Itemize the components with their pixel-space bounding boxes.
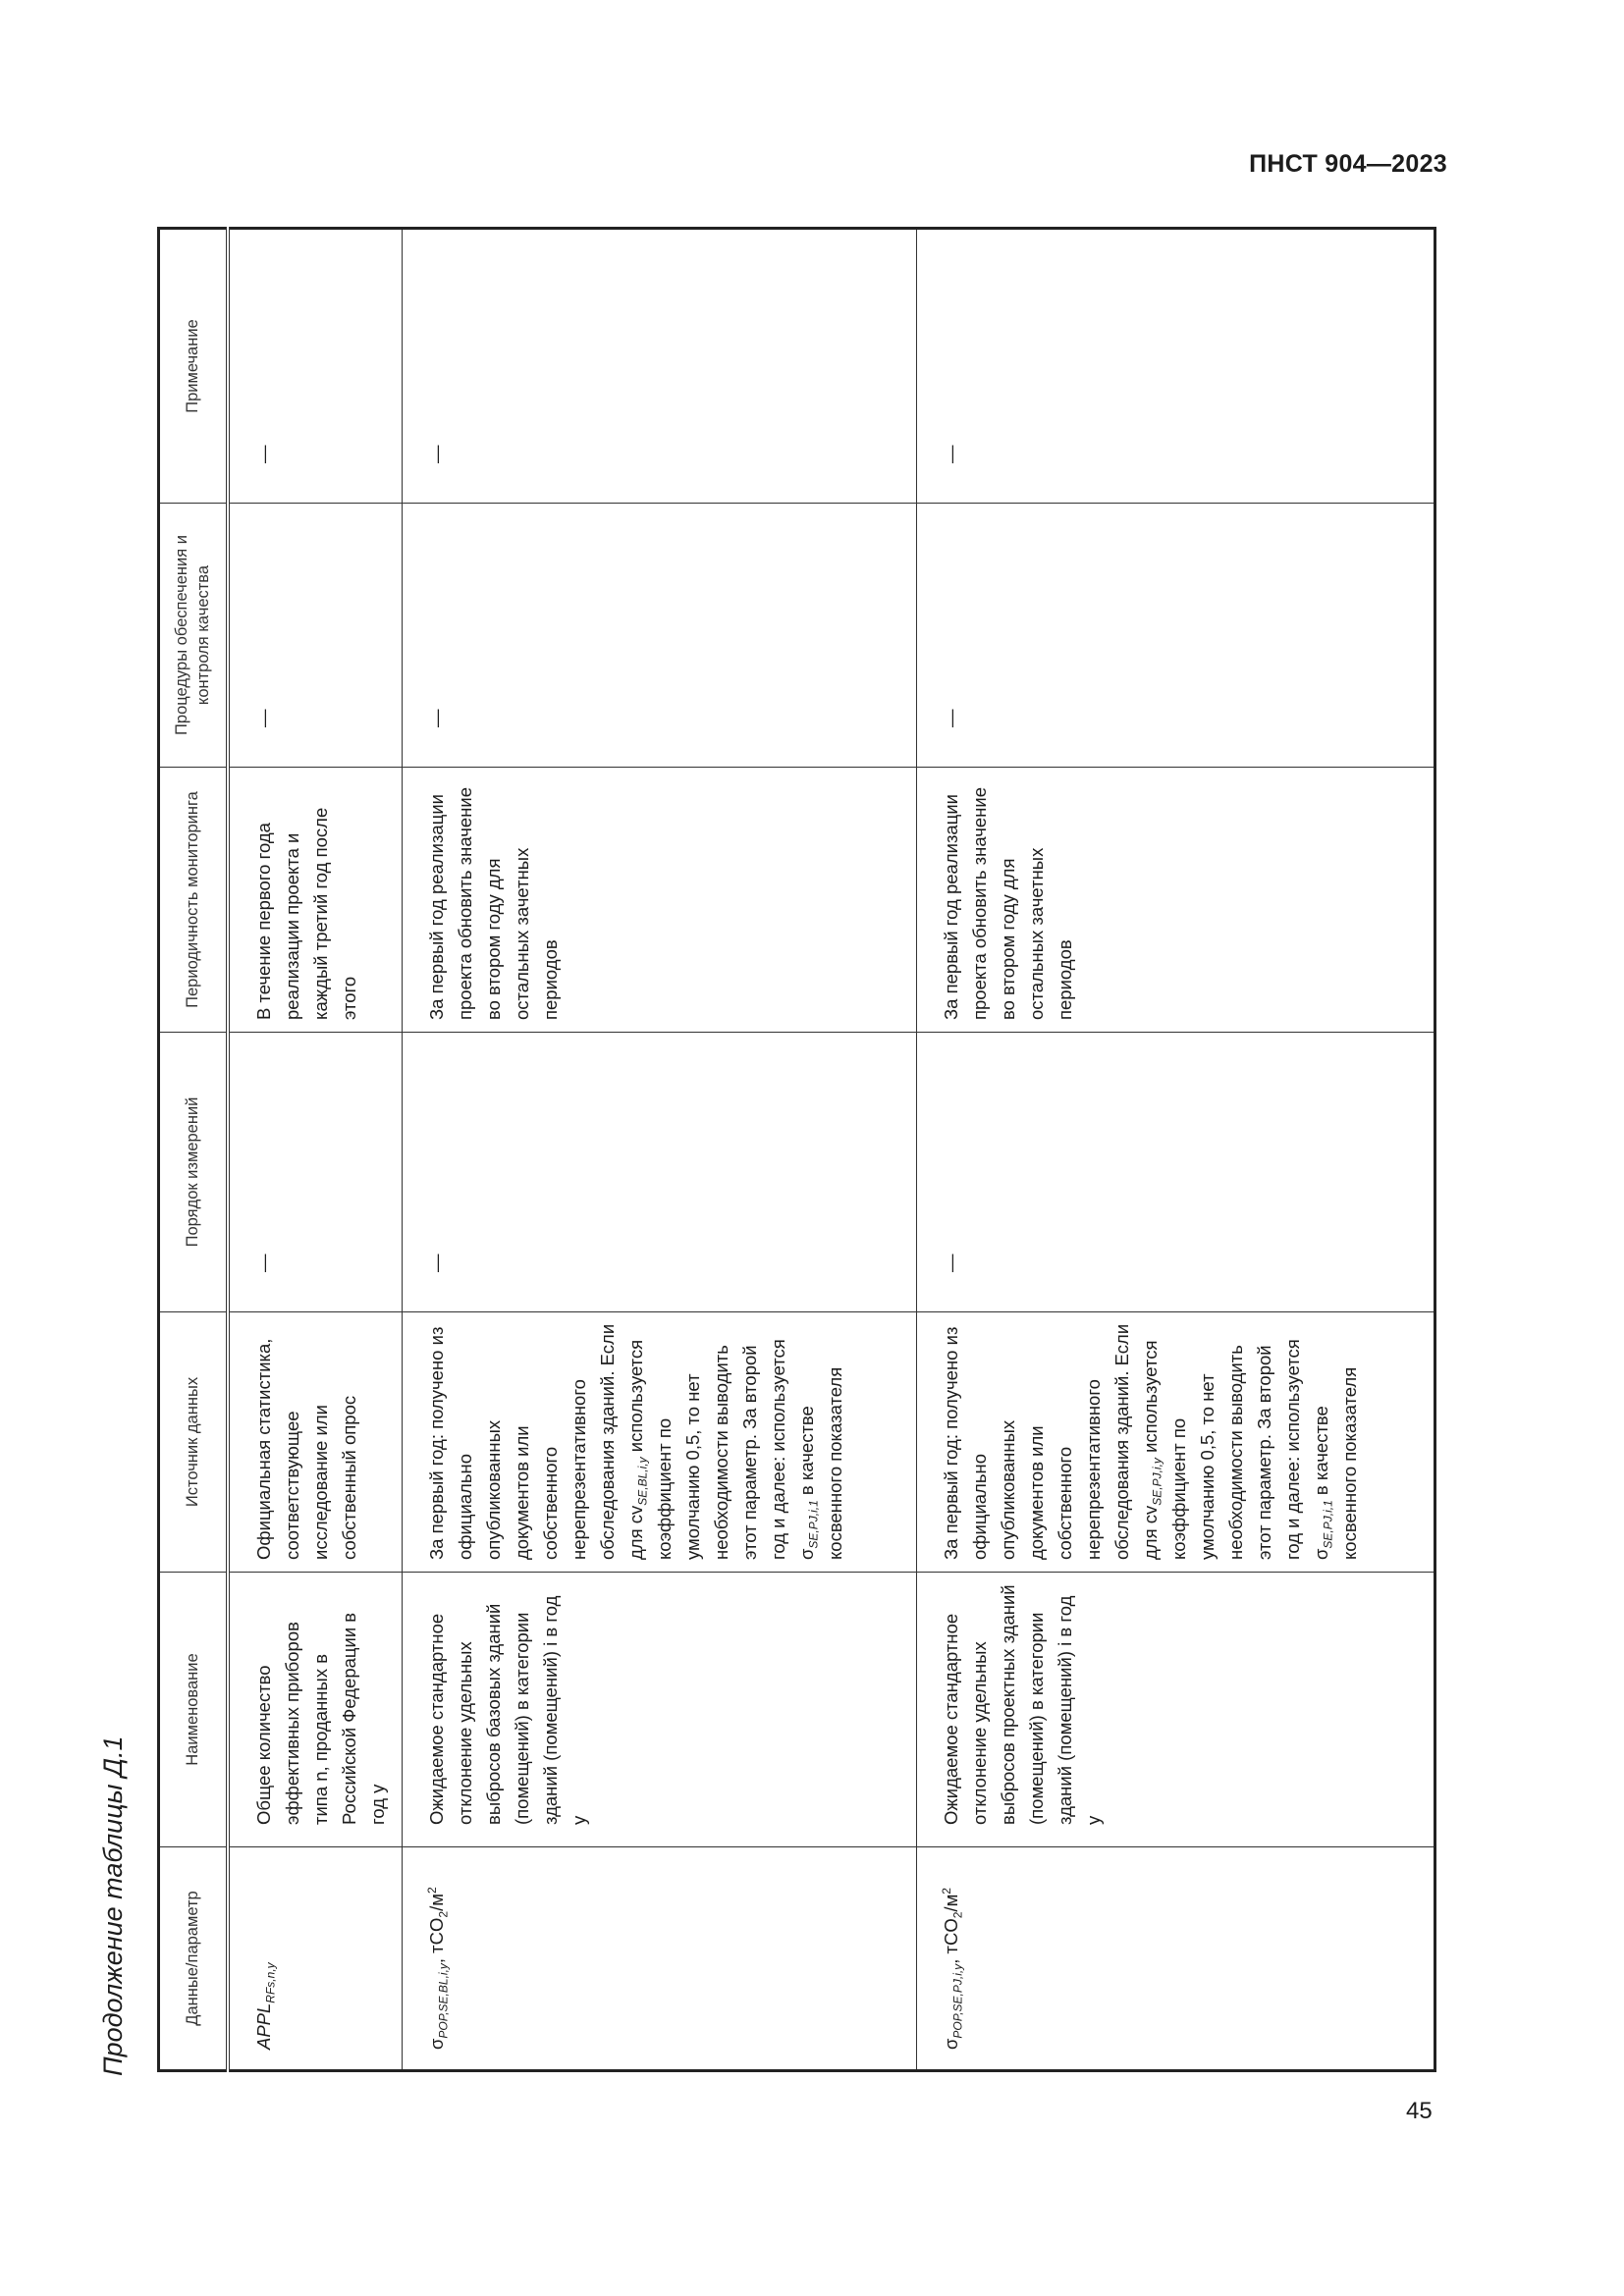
frequency-cell: За первый год реализации проекта обновить значение во втором году для остальных зачетных периодов bbox=[917, 768, 1435, 1033]
page-number: 45 bbox=[1406, 2098, 1433, 2124]
source-main: За первый год: получено из официально опубликованных документов или собственного нерепрезентативного обследования зданий. bbox=[426, 1326, 618, 1560]
document-code: ПНСТ 904—2023 bbox=[1249, 150, 1447, 178]
note-cell bbox=[917, 229, 1435, 504]
qaqc-cell bbox=[917, 504, 1435, 768]
col-header-qaqc: Процедуры обеспечения и контроля качества bbox=[159, 504, 228, 768]
col-header-measurement: Порядок измерений bbox=[159, 1033, 228, 1312]
monitoring-table bbox=[157, 227, 1436, 2072]
dash: — bbox=[941, 445, 961, 463]
param-symbol: σ bbox=[941, 2038, 961, 2050]
param-units: тCO bbox=[426, 1917, 447, 1953]
param-units-tail: /м bbox=[426, 1894, 447, 1911]
frequency-cell: В течение первого года реализации проекта и каждый третий год после этого bbox=[228, 768, 403, 1033]
param-cell bbox=[228, 1847, 403, 2071]
qaqc-cell bbox=[403, 504, 917, 768]
col-header-source: Источник данных bbox=[159, 1312, 228, 1573]
source-cv-tail: используется коэффициент по умолчанию 0,5, то нет необходимости выводить этот параметр. За второй год и далее: используется σ bbox=[1140, 1339, 1331, 1560]
dash: — bbox=[252, 709, 274, 727]
name-cell: Общее количество эффективных приборов типа n, проданных в Российской Федерации в год y bbox=[228, 1573, 403, 1847]
dash: — bbox=[252, 1254, 274, 1272]
source-sigma-sub: SE,PJ,i,1 bbox=[806, 1500, 821, 1549]
source-cv-sub: SE,PJ,i,y bbox=[1150, 1458, 1164, 1506]
source-cell bbox=[403, 1312, 917, 1573]
table-row bbox=[917, 229, 1435, 2071]
param-subscript: RFs,n,y bbox=[263, 1962, 278, 2003]
param-units-prefix: , bbox=[941, 1953, 961, 1964]
note-cell bbox=[228, 229, 403, 504]
source-tail: в качестве косвенного показателя bbox=[1311, 1366, 1360, 1560]
table-row bbox=[403, 229, 917, 2071]
source-cv-tail: используется коэффициент по умолчанию 0,5, то нет необходимости выводить этот параметр. За второй год и далее: используется σ bbox=[625, 1339, 817, 1560]
source-cell: Официальная статистика, соответствующее исследование или собственный опрос bbox=[228, 1312, 403, 1573]
name-cell: Ожидаемое стандартное отклонение удельных выбросов проектных зданий (помещений) в категории зданий (помещений) i в год y bbox=[917, 1573, 1435, 1847]
qaqc-cell bbox=[228, 504, 403, 768]
param-units-tail: /м bbox=[941, 1894, 961, 1912]
measurement-cell bbox=[403, 1033, 917, 1312]
dash: — bbox=[252, 445, 274, 463]
dash: — bbox=[426, 445, 447, 463]
param-units-sup: 2 bbox=[424, 1887, 439, 1895]
dash: — bbox=[426, 1254, 447, 1272]
param-subscript: POP,SE,BL,i,y bbox=[436, 1963, 451, 2039]
source-cv-sub: SE,BL,i,y bbox=[635, 1457, 650, 1506]
table-header-row bbox=[159, 229, 228, 2071]
dash: — bbox=[941, 709, 961, 727]
frequency-cell: За первый год реализации проекта обновить значение во втором году для остальных зачетных периодов bbox=[403, 768, 917, 1033]
param-symbol: σ bbox=[426, 2038, 447, 2050]
param-units-prefix: , bbox=[426, 1952, 447, 1964]
dash: — bbox=[426, 709, 447, 727]
col-header-note: Примечание bbox=[159, 229, 228, 504]
source-tail: в качестве косвенного показателя bbox=[796, 1366, 845, 1560]
dash: — bbox=[941, 1254, 961, 1272]
measurement-cell bbox=[917, 1033, 1435, 1312]
note-cell bbox=[403, 229, 917, 504]
rotated-table-wrapper bbox=[157, 230, 1434, 2072]
col-header-name: Наименование bbox=[159, 1573, 228, 1847]
table-caption: Продолжение таблицы Д.1 bbox=[98, 1735, 128, 2076]
table-row bbox=[228, 229, 403, 2071]
col-header-param: Данные/параметр bbox=[159, 1847, 228, 2071]
source-sigma-sub: SE,PJ,i,1 bbox=[1321, 1500, 1335, 1549]
source-cell bbox=[917, 1312, 1435, 1573]
param-units-sup: 2 bbox=[939, 1888, 953, 1895]
source-cv-label: Если для cv bbox=[1111, 1323, 1161, 1560]
measurement-cell bbox=[228, 1033, 403, 1312]
source-cv-label: Если для cv bbox=[597, 1323, 646, 1560]
col-header-frequency: Периодичность мониторинга bbox=[159, 768, 228, 1033]
param-cell bbox=[403, 1847, 917, 2071]
param-cell bbox=[917, 1847, 1435, 2071]
param-units-sub: 2 bbox=[436, 1910, 451, 1918]
param-units: тCO bbox=[941, 1918, 961, 1954]
param-subscript: POP,SE,PJ,i,y bbox=[950, 1963, 965, 2039]
param-symbol: APPL bbox=[252, 2002, 274, 2050]
name-cell: Ожидаемое стандартное отклонение удельных выбросов базовых зданий (помещений) в категории зданий (помещений) i в год y bbox=[403, 1573, 917, 1847]
param-units-sub: 2 bbox=[950, 1911, 965, 1919]
source-main: За первый год: получено из официально опубликованных документов или собственного нерепрезентативного обследования зданий. bbox=[941, 1326, 1132, 1560]
